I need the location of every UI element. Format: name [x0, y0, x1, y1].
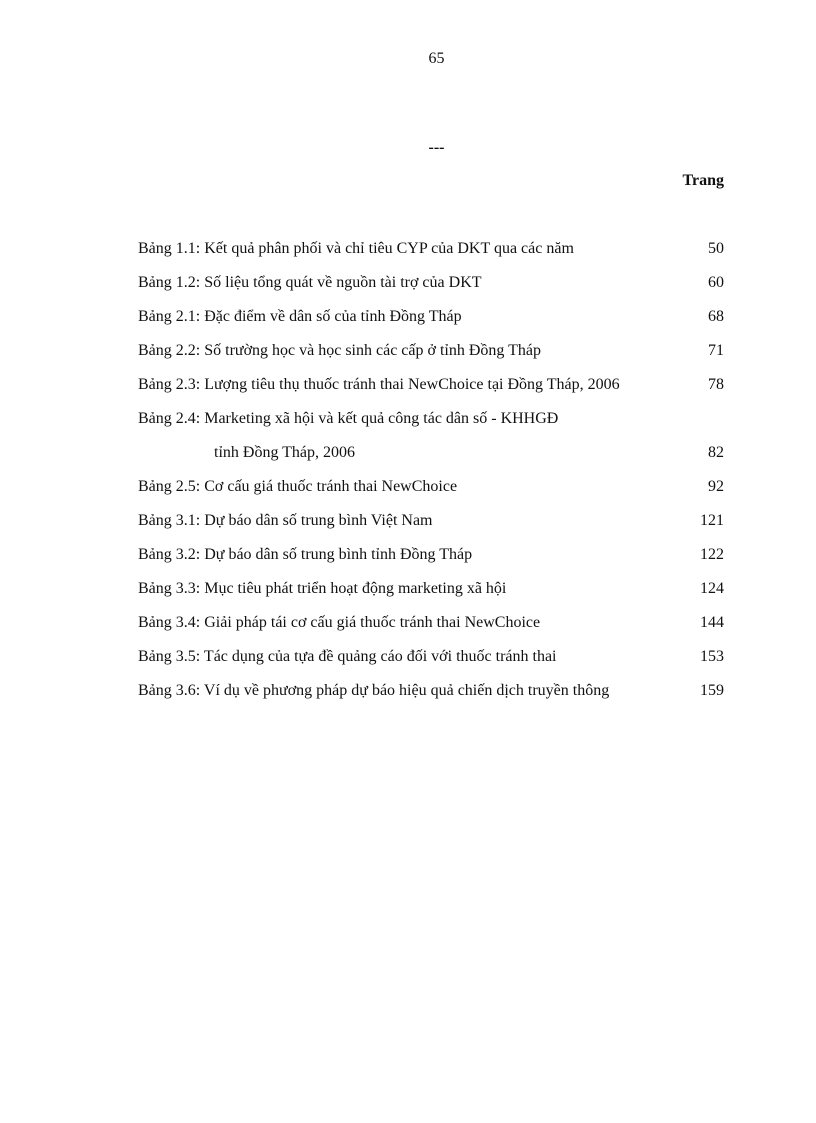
table-entry — [138, 237, 724, 271]
table-entry-page: 159 — [700, 682, 724, 699]
table-entry-title: Bảng 3.1: Dự báo dân số trung bình Việt Nam — [138, 512, 433, 529]
table-entry-page: 92 — [708, 478, 724, 495]
table-entry-page: 68 — [708, 308, 724, 325]
page-column-header: Trang — [682, 172, 724, 189]
table-entry — [138, 407, 724, 441]
table-entry — [138, 679, 724, 713]
table-entry-page: 144 — [700, 614, 724, 631]
table-entry-page: 60 — [708, 274, 724, 291]
table-entry-title: Bảng 3.2: Dự báo dân số trung bình tỉnh Đồng Tháp — [138, 546, 473, 563]
table-entry-title: Bảng 3.4: Giải pháp tái cơ cấu giá thuốc tránh thai NewChoice — [138, 614, 541, 631]
table-entry-title: Bảng 1.2: Số liệu tổng quát về nguồn tài trợ của DKT — [138, 274, 482, 291]
table-entry-page: 82 — [708, 444, 724, 461]
section-marker: --- — [428, 139, 445, 156]
table-entry-page: 78 — [708, 376, 724, 393]
table-entry-title: Bảng 2.4: Marketing xã hội và kết quả công tác dân số - KHHGĐ — [138, 410, 559, 427]
page-number: 65 — [428, 50, 445, 67]
table-entry-title: Bảng 2.1: Đặc điểm về dân số của tỉnh Đồng Tháp — [138, 308, 462, 325]
table-entry-page: 71 — [708, 342, 724, 359]
table-entry-title: Bảng 3.5: Tác dụng của tựa đề quảng cáo đối với thuốc tránh thai — [138, 648, 557, 665]
table-entry-page: 50 — [708, 240, 724, 257]
table-entry — [138, 543, 724, 577]
table-entry-title-continued: tỉnh Đồng Tháp, 2006 — [214, 444, 356, 461]
table-entry — [138, 339, 724, 373]
table-entry — [138, 373, 724, 407]
table-list — [138, 237, 724, 713]
table-entry — [138, 577, 724, 611]
table-entry — [138, 475, 724, 509]
table-entry — [138, 645, 724, 679]
table-entry-title: Bảng 3.3: Mục tiêu phát triển hoạt động marketing xã hội — [138, 580, 507, 597]
table-entry — [138, 305, 724, 339]
table-entry-title: Bảng 3.6: Ví dụ về phương pháp dự báo hiệu quả chiến dịch truyền thông — [138, 682, 610, 699]
table-entry-page: 124 — [700, 580, 724, 597]
table-entry — [138, 271, 724, 305]
table-entry-continued — [138, 441, 724, 475]
table-entry-title: Bảng 1.1: Kết quả phân phối và chỉ tiêu CYP của DKT qua các năm — [138, 240, 574, 257]
table-entry — [138, 611, 724, 645]
table-entry-title: Bảng 2.3: Lượng tiêu thụ thuốc tránh thai NewChoice tại Đồng Tháp, 2006 — [138, 376, 620, 393]
table-entry-page: 122 — [700, 546, 724, 563]
table-entry-title: Bảng 2.5: Cơ cấu giá thuốc tránh thai NewChoice — [138, 478, 458, 495]
table-entry — [138, 509, 724, 543]
table-entry-page: 153 — [700, 648, 724, 665]
table-entry-title: Bảng 2.2: Số trường học và học sinh các cấp ở tỉnh Đồng Tháp — [138, 342, 541, 359]
table-entry-page: 121 — [700, 512, 724, 529]
